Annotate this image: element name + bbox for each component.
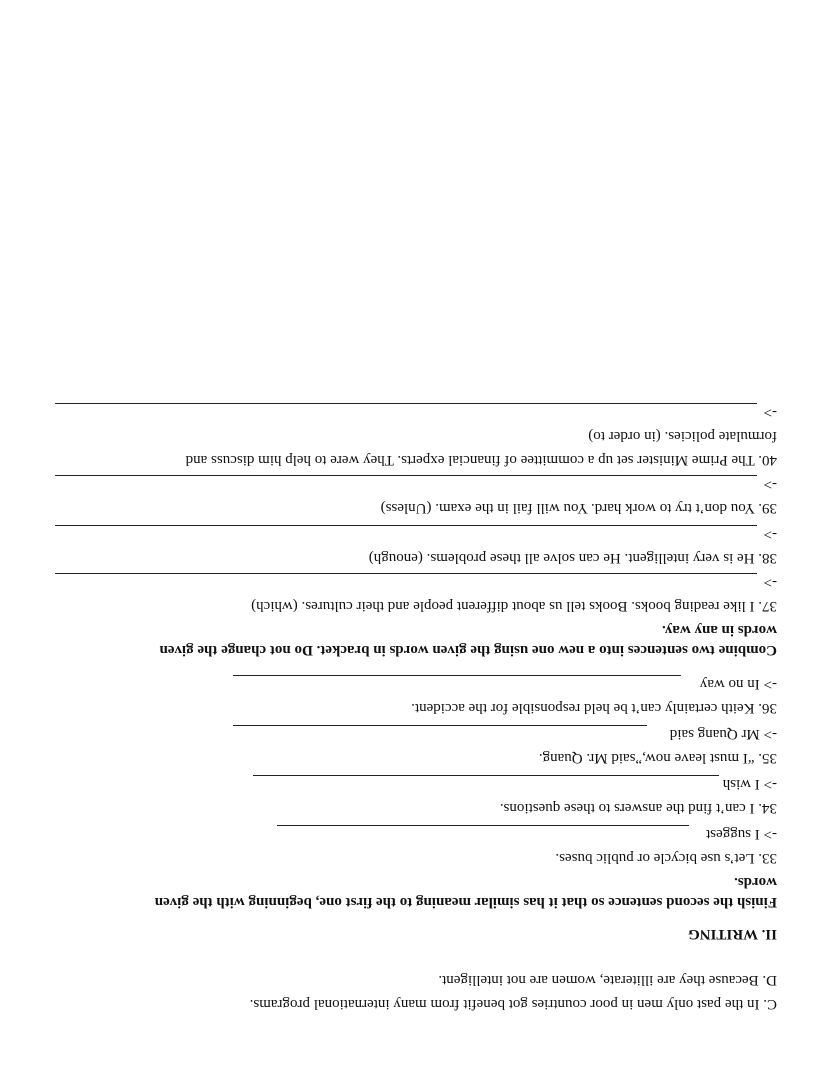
instruction-finish-sentence-line2: words.: [734, 874, 777, 890]
answer-line-34[interactable]: [253, 775, 719, 776]
question-34: 34. I can’t find the answers to these questions.: [499, 800, 777, 816]
instruction-combine-sentences-line1: Combine two sentences into a new one using the given words in bracket. Do not change the given: [159, 642, 777, 658]
question-40-line1: 40. The Prime Minister set up a committee of financial experts. They were to help him discuss and: [185, 452, 777, 468]
answer-line-37[interactable]: [55, 573, 757, 574]
answer-option-d: D. Because they are illiterate, women are not intelligent.: [438, 972, 777, 988]
question-39: 39. You don’t try to work hard. You will fail in the exam. (Unless): [380, 500, 777, 516]
answer-line-35[interactable]: [233, 725, 647, 726]
answer-line-38[interactable]: [55, 525, 757, 526]
answer-prompt-36: -> In no way: [699, 676, 777, 692]
instruction-finish-sentence-line1: Finish the second sentence so that it has similar meaning to the first one, beginning with the given: [154, 894, 777, 910]
question-36: 36. Keith certainly can’t be held responsible for the accident.: [411, 700, 777, 716]
answer-prompt-37: ->: [763, 574, 777, 590]
answer-prompt-35: -> Mr Quang said: [669, 726, 777, 742]
question-37: 37. I like reading books. Books tell us about different people and their cultures. (which): [251, 598, 777, 614]
answer-prompt-34: -> I wish: [722, 776, 777, 792]
answer-line-40[interactable]: [55, 403, 757, 404]
question-33: 33. Let’s use bicycle or public buses.: [555, 850, 777, 866]
answer-prompt-33: -> I suggest: [706, 826, 777, 842]
question-38: 38. He is very intelligent. He can solve all these problems. (enough): [368, 550, 777, 566]
question-40-line2: formulate policies. (in order to): [588, 428, 777, 444]
instruction-combine-sentences-line2: words in any way.: [661, 622, 777, 638]
section-title: II. WRITING: [688, 926, 777, 942]
answer-prompt-40: ->: [763, 404, 777, 420]
answer-prompt-39: ->: [763, 476, 777, 492]
answer-line-39[interactable]: [55, 475, 757, 476]
answer-line-36[interactable]: [233, 675, 681, 676]
answer-prompt-38: ->: [763, 526, 777, 542]
answer-line-33[interactable]: [277, 825, 689, 826]
answer-option-c: C. In the past only men in poor countries got benefit from many international programs.: [249, 996, 777, 1012]
question-35: 35. “I must leave now,”said Mr. Quang.: [538, 750, 777, 766]
